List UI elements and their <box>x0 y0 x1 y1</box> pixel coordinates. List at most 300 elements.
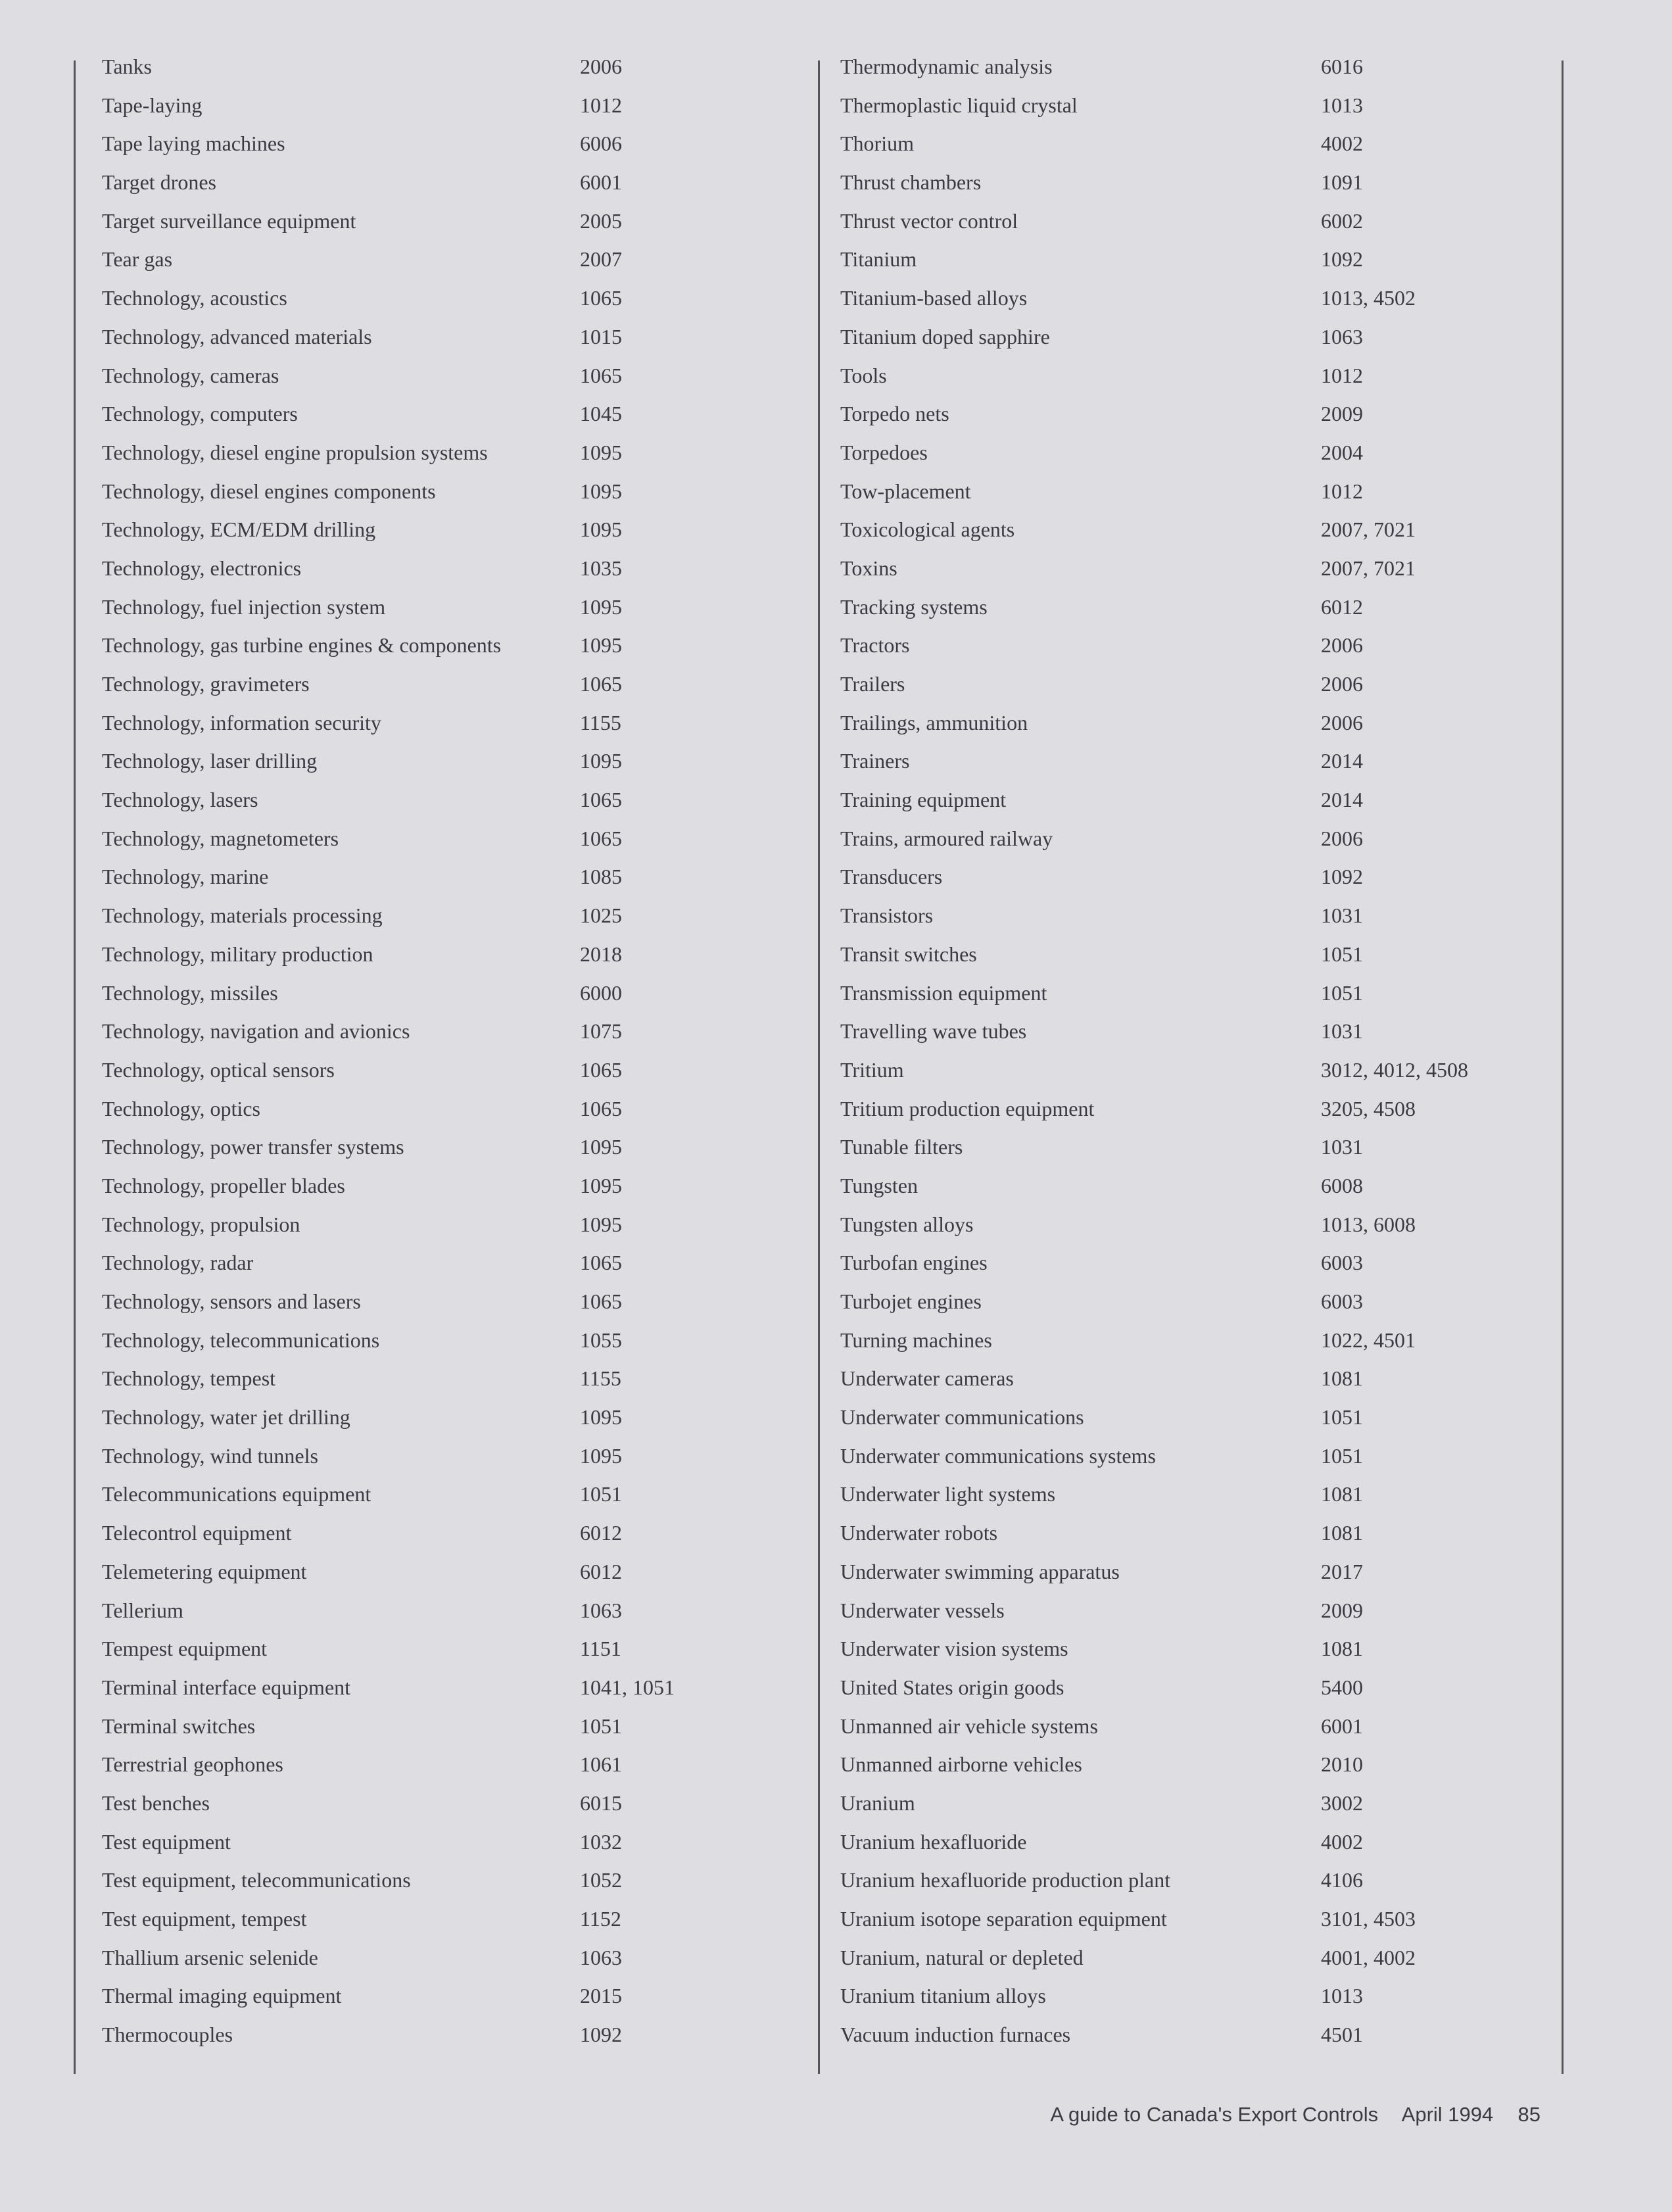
index-codes: 1095 <box>580 1173 622 1197</box>
index-entry <box>102 1286 799 1325</box>
index-codes: 4001, 4002 <box>1321 1945 1416 1969</box>
index-codes: 1013, 6008 <box>1321 1212 1416 1236</box>
index-term: Technology, cameras <box>102 363 279 387</box>
index-term: Technology, marine <box>102 865 269 889</box>
index-term: Technology, missiles <box>102 980 278 1005</box>
index-codes: 1015 <box>580 324 622 349</box>
index-entry <box>840 206 1550 245</box>
index-entry <box>840 1094 1550 1132</box>
index-entry <box>102 90 799 129</box>
index-term: Test benches <box>102 1791 210 1815</box>
index-term: Titanium <box>840 247 917 272</box>
index-term: Underwater vision systems <box>840 1637 1068 1661</box>
index-codes: 1065 <box>580 672 622 696</box>
index-term: Toxins <box>840 556 897 580</box>
index-term: Terminal interface equipment <box>102 1675 351 1699</box>
index-codes: 1092 <box>1321 865 1363 889</box>
index-term: Titanium doped sapphire <box>840 324 1050 349</box>
index-codes: 1081 <box>1321 1637 1363 1661</box>
index-codes: 1155 <box>580 1366 621 1391</box>
index-codes: 1063 <box>580 1598 622 1622</box>
index-entry <box>840 398 1550 437</box>
index-term: Travelling wave tubes <box>840 1019 1027 1044</box>
index-codes: 2014 <box>1321 749 1363 773</box>
index-term: Telecontrol equipment <box>102 1521 292 1545</box>
index-column-left <box>102 51 799 2058</box>
index-entry <box>840 978 1550 1017</box>
index-entry <box>840 900 1550 939</box>
index-entry <box>840 2019 1550 2058</box>
index-codes: 4002 <box>1321 132 1363 156</box>
index-codes: 1095 <box>580 1212 622 1236</box>
index-term: Technology, propulsion <box>102 1212 300 1236</box>
index-term: Uranium <box>840 1791 915 1815</box>
index-term: Technology, gravimeters <box>102 672 310 696</box>
index-entry <box>840 1633 1550 1672</box>
index-term: Underwater cameras <box>840 1366 1014 1391</box>
index-term: Test equipment, telecommunications <box>102 1868 411 1892</box>
index-term: Technology, fuel injection system <box>102 594 386 619</box>
index-codes: 1065 <box>580 788 622 812</box>
index-entry <box>102 1711 799 1750</box>
index-term: Tungsten <box>840 1173 918 1197</box>
index-codes: 1081 <box>1321 1521 1363 1545</box>
index-codes: 1065 <box>580 286 622 310</box>
index-entry <box>102 784 799 823</box>
index-term: Transit switches <box>840 942 977 966</box>
index-term: Technology, telecommunications <box>102 1328 380 1352</box>
index-codes: 1065 <box>580 826 622 850</box>
index-codes: 1025 <box>580 903 622 928</box>
index-term: Torpedo nets <box>840 402 949 426</box>
index-term: Trailings, ammunition <box>840 710 1028 734</box>
index-term: Technology, electronics <box>102 556 302 580</box>
index-term: Uranium isotope separation equipment <box>840 1907 1167 1931</box>
index-codes: 6012 <box>580 1559 622 1583</box>
index-codes: 2005 <box>580 208 622 233</box>
index-entry <box>102 1518 799 1556</box>
index-term: Titanium-based alloys <box>840 286 1028 310</box>
index-entry <box>102 1827 799 1865</box>
index-codes: 3101, 4503 <box>1321 1907 1416 1931</box>
index-entry <box>840 1556 1550 1595</box>
index-term: Technology, wind tunnels <box>102 1443 318 1468</box>
index-entry <box>102 939 799 978</box>
index-entry <box>840 360 1550 399</box>
index-codes: 6000 <box>580 980 622 1005</box>
index-entry <box>102 1633 799 1672</box>
index-codes: 1091 <box>1321 170 1363 195</box>
index-entry <box>102 514 799 553</box>
index-term: Tungsten alloys <box>840 1212 974 1236</box>
index-entry <box>840 51 1550 90</box>
index-entry <box>840 1055 1550 1094</box>
index-codes: 1032 <box>580 1829 622 1854</box>
index-entry <box>840 1788 1550 1827</box>
index-codes: 1051 <box>1321 980 1363 1005</box>
index-entry <box>102 1865 799 1904</box>
page-footer <box>1050 2103 1541 2127</box>
index-term: Telecommunications equipment <box>102 1482 371 1506</box>
index-entry <box>102 476 799 515</box>
index-codes: 2014 <box>1321 788 1363 812</box>
index-entry <box>102 1325 799 1364</box>
index-term: Technology, power transfer systems <box>102 1135 404 1159</box>
index-entry <box>840 1595 1550 1634</box>
page-number: 85 <box>1517 2103 1541 2126</box>
index-codes: 1095 <box>580 1135 622 1159</box>
index-codes: 1063 <box>580 1945 622 1969</box>
index-term: Terrestrial geophones <box>102 1752 283 1777</box>
index-codes: 1022, 4501 <box>1321 1328 1416 1352</box>
index-entry <box>102 900 799 939</box>
index-term: Uranium hexafluoride <box>840 1829 1027 1854</box>
index-entry <box>102 1749 799 1788</box>
index-entry <box>840 823 1550 862</box>
index-entry <box>102 1981 799 2019</box>
index-entry <box>840 1672 1550 1711</box>
index-entry <box>840 437 1550 476</box>
left-column-rule <box>74 60 76 2074</box>
index-codes: 1081 <box>1321 1482 1363 1506</box>
index-entry <box>840 1016 1550 1055</box>
index-entry <box>840 708 1550 746</box>
index-term: Thallium arsenic selenide <box>102 1945 318 1969</box>
index-term: Thermal imaging equipment <box>102 1984 342 2008</box>
index-term: Technology, materials processing <box>102 903 383 928</box>
index-term: Thermodynamic analysis <box>840 55 1053 78</box>
index-codes: 1075 <box>580 1019 622 1044</box>
index-codes: 1095 <box>580 517 622 542</box>
index-term: Tracking systems <box>840 594 988 619</box>
index-entry <box>102 823 799 862</box>
index-term: Unmanned airborne vehicles <box>840 1752 1082 1777</box>
index-entry <box>102 746 799 784</box>
index-codes: 2004 <box>1321 440 1363 464</box>
index-codes: 2006 <box>1321 633 1363 658</box>
publication-title: A guide to Canada's Export Controls <box>1050 2103 1379 2126</box>
index-entry <box>102 398 799 437</box>
index-codes: 6012 <box>1321 594 1363 619</box>
index-codes: 2010 <box>1321 1752 1363 1777</box>
index-term: Uranium titanium alloys <box>840 1984 1046 2008</box>
index-entry <box>102 1788 799 1827</box>
index-codes: 1152 <box>580 1907 621 1931</box>
index-entry <box>840 1942 1550 1981</box>
index-entry <box>840 1247 1550 1286</box>
index-term: Transmission equipment <box>840 980 1047 1005</box>
index-term: Uranium, natural or depleted <box>840 1945 1084 1969</box>
index-term: Test equipment, tempest <box>102 1907 307 1931</box>
index-codes: 1051 <box>1321 1405 1363 1430</box>
index-term: Tape-laying <box>102 93 203 117</box>
index-codes: 1095 <box>580 1405 622 1430</box>
index-codes: 6006 <box>580 132 622 156</box>
index-entry <box>102 206 799 245</box>
index-codes: 1095 <box>580 440 622 464</box>
index-entry <box>102 1247 799 1286</box>
index-term: Technology, information security <box>102 710 381 734</box>
index-term: Terminal switches <box>102 1714 256 1738</box>
index-term: Tellerium <box>102 1598 183 1622</box>
index-codes: 6001 <box>580 170 622 195</box>
index-entry <box>102 978 799 1017</box>
index-term: Technology, diesel engine propulsion systems <box>102 440 488 464</box>
index-entry <box>840 1363 1550 1402</box>
index-term: Trainers <box>840 749 910 773</box>
index-entry <box>102 553 799 592</box>
index-entry <box>840 1209 1550 1248</box>
index-entry <box>840 283 1550 322</box>
index-entry <box>840 592 1550 631</box>
index-entry <box>102 669 799 708</box>
index-codes: 4106 <box>1321 1868 1363 1892</box>
index-codes: 1013, 4502 <box>1321 286 1416 310</box>
index-codes: 1061 <box>580 1752 622 1777</box>
index-entry <box>840 1865 1550 1904</box>
index-codes: 6002 <box>1321 208 1363 233</box>
index-entry <box>102 1170 799 1209</box>
index-codes: 1081 <box>1321 1366 1363 1391</box>
index-entry <box>102 592 799 631</box>
index-codes: 1092 <box>580 2023 622 2047</box>
index-term: Vacuum induction furnaces <box>840 2023 1071 2047</box>
index-codes: 1065 <box>580 1096 622 1120</box>
index-codes: 1012 <box>1321 479 1363 503</box>
index-entry <box>102 51 799 90</box>
index-entry <box>102 128 799 167</box>
index-term: Tanks <box>102 55 152 78</box>
index-term: Thrust vector control <box>840 208 1018 233</box>
index-codes: 1065 <box>580 363 622 387</box>
index-term: Tritium <box>840 1057 904 1082</box>
index-term: Technology, radar <box>102 1251 254 1275</box>
index-term: Turning machines <box>840 1328 992 1352</box>
index-codes: 1095 <box>580 479 622 503</box>
index-term: Tow-placement <box>840 479 971 503</box>
index-codes: 1095 <box>580 1443 622 1468</box>
index-codes: 6003 <box>1321 1251 1363 1275</box>
index-entry <box>840 553 1550 592</box>
index-entry <box>102 1479 799 1518</box>
index-entry <box>840 167 1550 206</box>
index-codes: 6001 <box>1321 1714 1363 1738</box>
index-term: Technology, computers <box>102 402 298 426</box>
index-codes: 1095 <box>580 633 622 658</box>
index-term: Underwater robots <box>840 1521 998 1545</box>
index-entry <box>840 784 1550 823</box>
index-term: Technology, ECM/EDM drilling <box>102 517 376 542</box>
index-entry <box>840 90 1550 129</box>
index-codes: 1063 <box>1321 324 1363 349</box>
index-codes: 2006 <box>1321 826 1363 850</box>
index-term: Tempest equipment <box>102 1637 268 1661</box>
index-codes: 1051 <box>1321 942 1363 966</box>
index-term: Tritium production equipment <box>840 1096 1095 1120</box>
index-term: Technology, laser drilling <box>102 749 318 773</box>
index-entry <box>102 360 799 399</box>
index-codes: 2015 <box>580 1984 622 2008</box>
center-column-rule <box>818 60 820 2074</box>
index-codes: 1052 <box>580 1868 622 1892</box>
index-term: Technology, gas turbine engines & components <box>102 633 502 658</box>
index-term: Underwater vessels <box>840 1598 1005 1622</box>
index-entry <box>840 861 1550 900</box>
index-codes: 1065 <box>580 1251 622 1275</box>
index-entry <box>840 322 1550 360</box>
index-codes: 1092 <box>1321 247 1363 272</box>
index-entry <box>840 1170 1550 1209</box>
index-entry <box>102 861 799 900</box>
index-entry <box>102 1055 799 1094</box>
index-entry <box>840 244 1550 283</box>
index-term: Thrust chambers <box>840 170 982 195</box>
index-term: Turbofan engines <box>840 1251 988 1275</box>
index-term: Tools <box>840 363 887 387</box>
index-term: Underwater swimming apparatus <box>840 1559 1120 1583</box>
index-term: Transistors <box>840 903 934 928</box>
index-codes: 1095 <box>580 594 622 619</box>
index-term: Thermocouples <box>102 2023 233 2047</box>
index-codes: 2018 <box>580 942 622 966</box>
index-term: Technology, military production <box>102 942 373 966</box>
index-entry <box>102 1595 799 1634</box>
index-entry <box>102 1556 799 1595</box>
index-codes: 1012 <box>1321 363 1363 387</box>
index-entry <box>840 939 1550 978</box>
index-entry <box>840 1749 1550 1788</box>
index-entry <box>102 1402 799 1441</box>
index-codes: 1031 <box>1321 903 1363 928</box>
index-term: Technology, magnetometers <box>102 826 339 850</box>
index-entry <box>102 1672 799 1711</box>
index-term: Test equipment <box>102 1829 231 1854</box>
index-codes: 1013 <box>1321 1984 1363 2008</box>
index-entry <box>102 437 799 476</box>
index-entry <box>102 1132 799 1170</box>
index-codes: 6012 <box>580 1521 622 1545</box>
index-term: Technology, water jet drilling <box>102 1405 350 1430</box>
index-codes: 2006 <box>1321 710 1363 734</box>
index-codes: 2009 <box>1321 402 1363 426</box>
index-term: Technology, optics <box>102 1096 260 1120</box>
index-codes: 6008 <box>1321 1173 1363 1197</box>
index-entry <box>102 1016 799 1055</box>
index-codes: 3002 <box>1321 1791 1363 1815</box>
right-column-rule <box>1562 60 1564 2074</box>
index-term: Transducers <box>840 865 943 889</box>
index-term: Underwater communications <box>840 1405 1084 1430</box>
index-term: Technology, propeller blades <box>102 1173 345 1197</box>
index-entry <box>840 1132 1550 1170</box>
index-term: Technology, advanced materials <box>102 324 372 349</box>
index-codes: 1051 <box>580 1714 622 1738</box>
index-codes: 2007 <box>580 247 622 272</box>
index-codes: 1012 <box>580 93 622 117</box>
index-codes: 3205, 4508 <box>1321 1096 1416 1120</box>
index-codes: 1065 <box>580 1289 622 1313</box>
index-entry <box>102 2019 799 2058</box>
index-term: Torpedoes <box>840 440 928 464</box>
index-term: Underwater light systems <box>840 1482 1056 1506</box>
index-entry <box>840 1981 1550 2019</box>
index-term: Technology, sensors and lasers <box>102 1289 361 1313</box>
index-entry <box>840 1518 1550 1556</box>
index-entry <box>102 708 799 746</box>
index-term: Telemetering equipment <box>102 1559 307 1583</box>
index-entry <box>102 283 799 322</box>
index-entry <box>102 322 799 360</box>
index-entry <box>102 167 799 206</box>
index-codes: 2007, 7021 <box>1321 556 1416 580</box>
index-term: Thorium <box>840 132 914 156</box>
index-entry <box>102 1942 799 1981</box>
index-codes: 1045 <box>580 402 622 426</box>
index-codes: 1051 <box>1321 1443 1363 1468</box>
index-term: Tunable filters <box>840 1135 963 1159</box>
index-codes: 6003 <box>1321 1289 1363 1313</box>
index-term: Technology, acoustics <box>102 286 287 310</box>
index-term: Technology, navigation and avionics <box>102 1019 410 1044</box>
index-codes: 4501 <box>1321 2023 1363 2047</box>
index-entry <box>102 1363 799 1402</box>
index-entry <box>840 1402 1550 1441</box>
index-entry <box>102 1094 799 1132</box>
index-codes: 6015 <box>580 1791 622 1815</box>
index-term: Trains, armoured railway <box>840 826 1053 850</box>
index-entry <box>102 630 799 669</box>
index-codes: 1095 <box>580 749 622 773</box>
index-codes: 1151 <box>580 1637 621 1661</box>
index-entry <box>840 1286 1550 1325</box>
index-codes: 1035 <box>580 556 622 580</box>
index-codes: 4002 <box>1321 1829 1363 1854</box>
index-term: Technology, diesel engines components <box>102 479 436 503</box>
index-codes: 2009 <box>1321 1598 1363 1622</box>
index-term: Toxicological agents <box>840 517 1015 542</box>
index-column-right <box>840 51 1550 2058</box>
index-term: Technology, optical sensors <box>102 1057 335 1082</box>
index-term: Target drones <box>102 170 216 195</box>
index-entry <box>102 1209 799 1248</box>
index-codes: 2006 <box>1321 672 1363 696</box>
index-term: Tractors <box>840 633 910 658</box>
index-codes: 1051 <box>580 1482 622 1506</box>
index-term: Unmanned air vehicle systems <box>840 1714 1098 1738</box>
index-term: Technology, lasers <box>102 788 258 812</box>
index-codes: 1065 <box>580 1057 622 1082</box>
index-entry <box>102 1441 799 1479</box>
index-term: Target surveillance equipment <box>102 208 356 233</box>
index-codes: 3012, 4012, 4508 <box>1321 1057 1468 1082</box>
index-entry <box>840 128 1550 167</box>
index-entry <box>840 514 1550 553</box>
index-term: Turbojet engines <box>840 1289 982 1313</box>
index-entry <box>840 1325 1550 1364</box>
index-term: Uranium hexafluoride production plant <box>840 1868 1171 1892</box>
index-term: Underwater communications systems <box>840 1443 1156 1468</box>
index-codes: 5400 <box>1321 1675 1363 1699</box>
index-codes: 1031 <box>1321 1019 1363 1044</box>
index-entry <box>102 244 799 283</box>
index-codes: 1031 <box>1321 1135 1363 1159</box>
index-term: Tape laying machines <box>102 132 285 156</box>
index-codes: 1055 <box>580 1328 622 1352</box>
index-entry <box>840 476 1550 515</box>
index-term: Training equipment <box>840 788 1007 812</box>
index-term: Thermoplastic liquid crystal <box>840 93 1078 117</box>
index-codes: 2006 <box>580 55 622 78</box>
